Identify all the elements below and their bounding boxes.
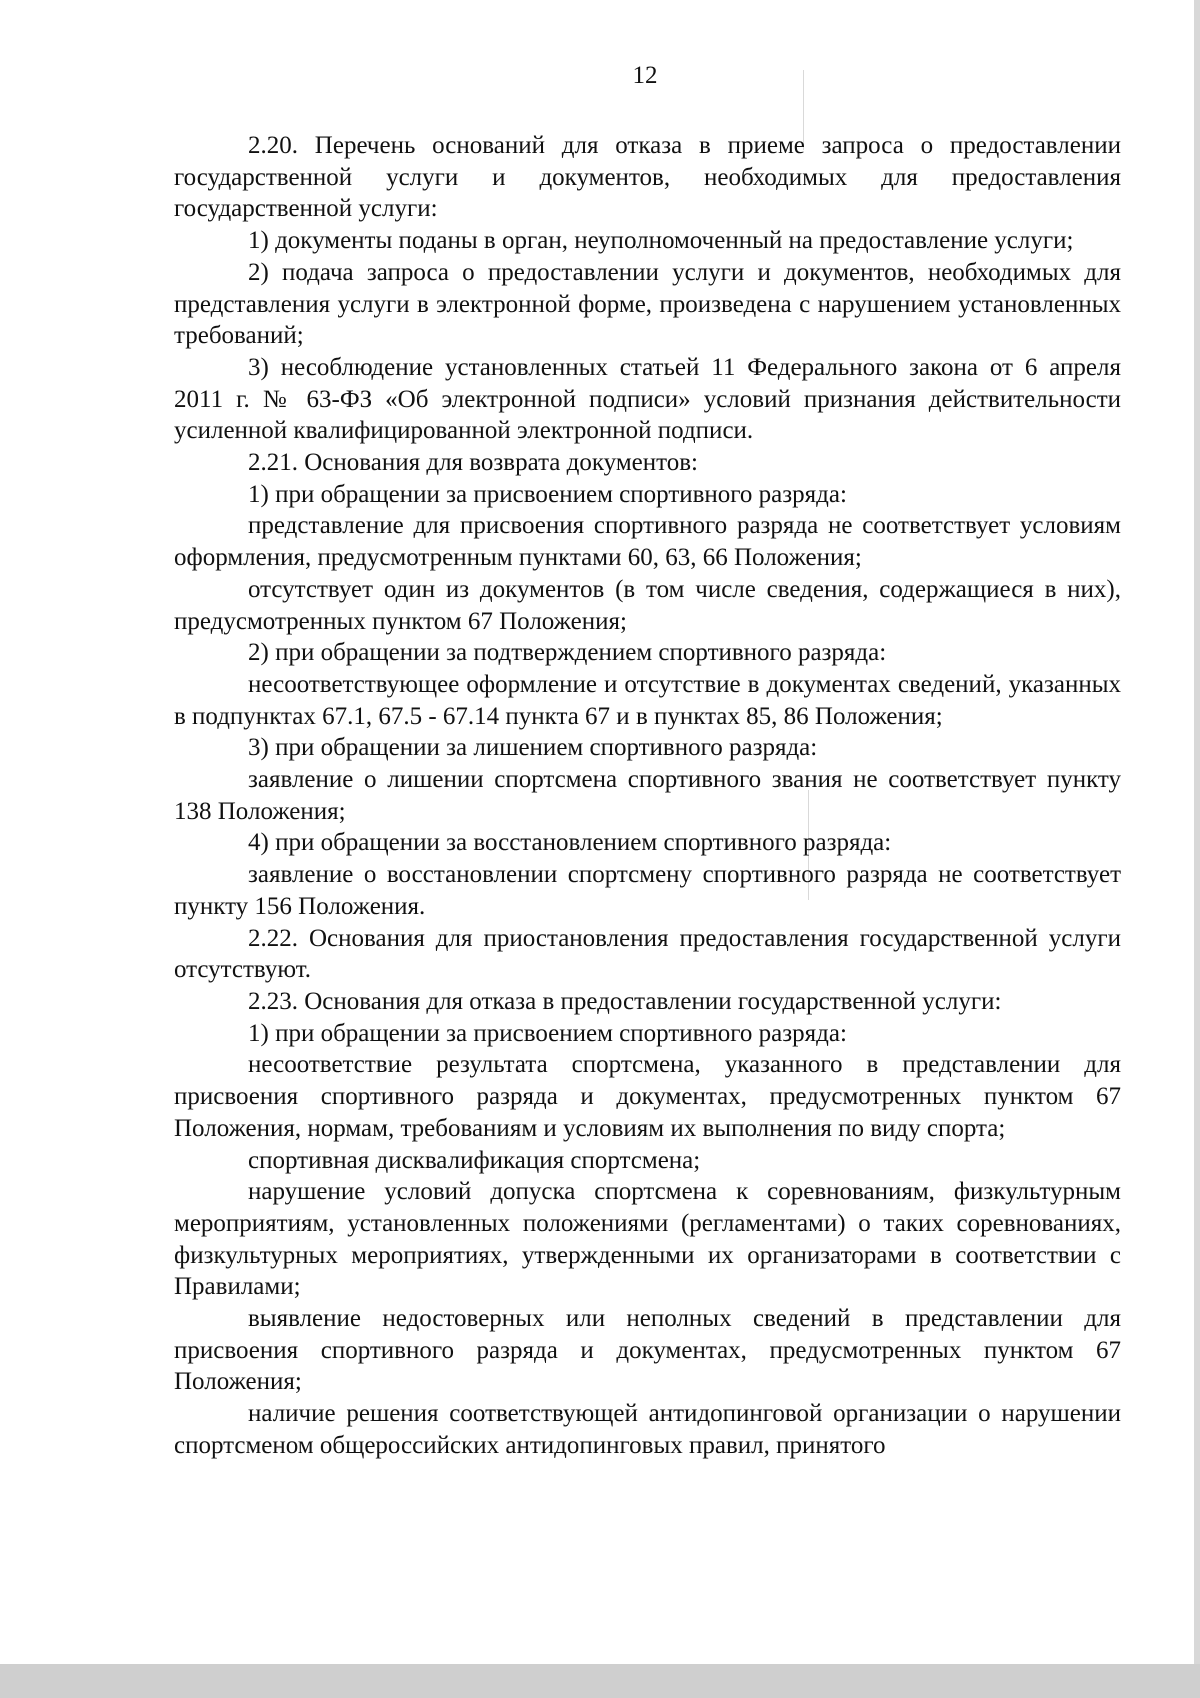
- paragraph: 1) документы поданы в орган, неуполномоченный на предоставление услуги;: [248, 227, 1074, 255]
- paragraph: 1) при обращении за присвоением спортивного разряда:: [248, 1019, 847, 1047]
- paragraph: 2.21. Основания для возврата документов:: [248, 449, 698, 477]
- paragraph: 2) при обращении за подтверждением спортивного разряда:: [248, 639, 887, 667]
- paragraph: 1) при обращении за присвоением спортивного разряда:: [248, 480, 847, 508]
- paragraph: несоответствующее оформление и отсутствие в документах сведений, указанных в подпунктах 67.1, 67.5 - 67.14 пункта 67 и в пунктах 85, 86 Положения;: [174, 670, 1121, 730]
- paragraph: заявление о лишении спортсмена спортивного звания не соответствует пункту 138 Положения;: [174, 766, 1121, 825]
- paragraph: выявление недостоверных или неполных сведений в представлении для присвоения спортивного разряда и документах, предусмотренных пунктом 67 Положения;: [174, 1305, 1121, 1396]
- page-number: 12: [632, 62, 658, 89]
- paragraph: 3) несоблюдение установленных статьей 11 Федерального закона от 6 апреля 2011 г. № 63-ФЗ «Об электронной подписи» условий признания действительности усиленной квалифицированной электронной подписи.: [174, 353, 1121, 445]
- paragraph: наличие решения соответствующей антидопинговой организации о нарушении спортсменом общероссийских антидопинговых правил, принятого: [174, 1400, 1121, 1459]
- paragraph: несоответствие результата спортсмена, указанного в представлении для присвоения спортивного разряда и документах, предусмотренных пунктом 67 Положения, нормам, требованиям и условиям их выполнения по виду спорта;: [174, 1051, 1121, 1142]
- document-text: [174, 130, 1121, 1462]
- paragraph: 3) при обращении за лишением спортивного разряда:: [248, 734, 818, 762]
- paragraph: отсутствует один из документов (в том числе сведения, содержащиеся в них), предусмотренных пунктом 67 Положения;: [174, 575, 1121, 635]
- paragraph: спортивная дисквалификация спортсмена;: [248, 1146, 701, 1174]
- scan-bottom-margin: [0, 1664, 1200, 1698]
- paragraph: нарушение условий допуска спортсмена к соревнованиям, физкультурным мероприятиям, установленных положениями (регламентами) о таких соревнованиях, физкультурных мероприятиях, утвержденными их организаторами в соответствии с Правилами;: [174, 1178, 1121, 1301]
- paragraph: 2) подача запроса о предоставлении услуги и документов, необходимых для представления услуги в электронной форме, произведена с нарушением установленных требований;: [174, 258, 1121, 350]
- paragraph: 2.23. Основания для отказа в предоставлении государственной услуги:: [248, 987, 1002, 1015]
- paragraph: 4) при обращении за восстановлением спортивного разряда:: [248, 829, 892, 857]
- paragraph: 2.20. Перечень оснований для отказа в приеме запроса о предоставлении государственной услуги и документов, необходимых для предоставления государственной услуги:: [174, 132, 1121, 223]
- paragraph: 2.22. Основания для приостановления предоставления государственной услуги отсутствуют.: [174, 924, 1121, 984]
- paragraph: представление для присвоения спортивного разряда не соответствует условиям оформления, предусмотренным пунктами 60, 63, 66 Положения;: [174, 512, 1121, 572]
- paragraph: заявление о восстановлении спортсмену спортивного разряда не соответствует пункту 156 Положения.: [174, 861, 1121, 920]
